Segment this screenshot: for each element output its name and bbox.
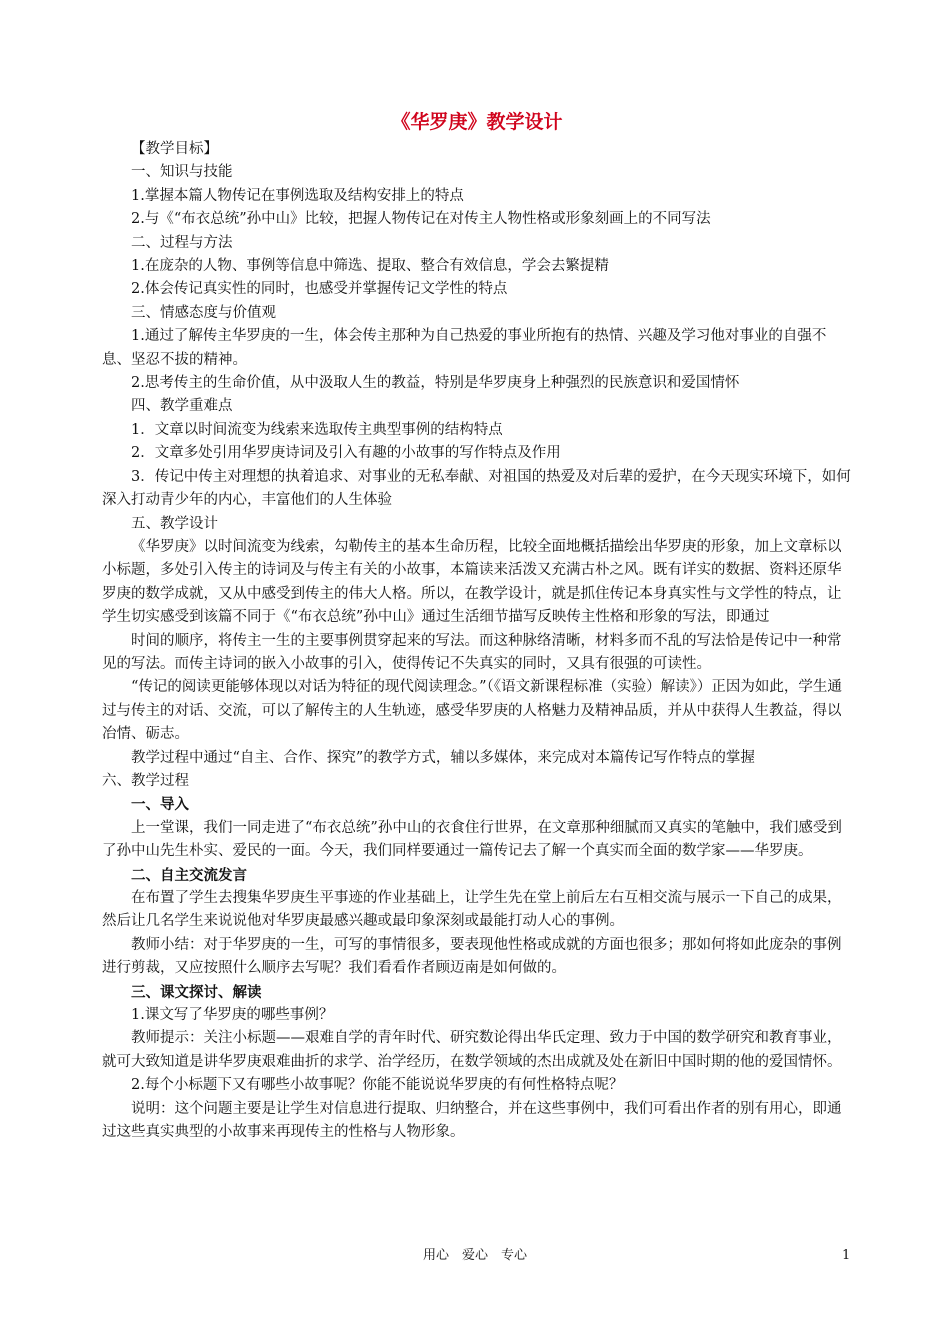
- paragraph: 六、教学过程: [102, 772, 189, 789]
- paragraph: 教师提示：关注小标题——艰难自学的青年时代、研究数论得出华氏定理、致力于中国的数学研究和教育事业，就可大致知道是讲华罗庚艰难曲折的求学、治学经历，在数学领域的杰出成就及处在新旧中国时期的他的爱国情怀。: [102, 1030, 842, 1070]
- paragraph: 2．文章多处引用华罗庚诗词及引入有趣的小故事的写作特点及作用: [131, 445, 561, 462]
- paragraph: 五、教学设计: [131, 515, 218, 532]
- paragraph: 三、情感态度与价值观: [131, 304, 276, 321]
- paragraph: 1.通过了解传主华罗庚的一生，体会传主那种为自己热爱的事业所抱有的热情、兴趣及学习他对事业的自强不息、坚忍不拔的精神。: [102, 328, 827, 368]
- paragraph: 1.掌握本篇人物传记在事例选取及结构安排上的特点: [131, 187, 464, 204]
- document-body: [102, 138, 852, 1144]
- paragraph: 三、课文探讨、解读: [131, 983, 262, 1001]
- paragraph: 1.课文写了华罗庚的哪些事例？: [131, 1007, 334, 1024]
- footer-motto: 用心 爱心 专心: [422, 1248, 527, 1263]
- paragraph: 教学过程中通过“自主、合作、探究”的教学方式，辅以多媒体，来完成对本篇传记写作特点的掌握: [131, 749, 755, 766]
- paragraph: 四、教学重难点: [131, 398, 233, 415]
- paragraph: 二、过程与方法: [131, 234, 233, 251]
- paragraph: 2.与《“布衣总统”孙中山》比较，把握人物传记在对传主人物性格或形象刻画上的不同写法: [131, 211, 711, 228]
- paragraph: 《华罗庚》以时间流变为线索，勾勒传主的基本生命历程，比较全面地概括描绘出华罗庚的形象，加上文章标以小标题，多处引入传主的诗词及与传主有关的小故事，本篇读来活泼又充满古朴之风。既有详实的数据、资料还原华罗庚的数学成就，又从中感受到传主的伟大人格。所以，在教学设计，就是抓住传记本身真实性与文学性的特点，让学生切实感受到该篇不同于《“布衣总统”孙中山》通过生活细节描写反映传主性格和形象的写法，即通过: [102, 538, 842, 626]
- paragraph: 2.体会传记真实性的同时，也感受并掌握传记文学性的特点: [131, 281, 508, 298]
- paragraph: 二、自主交流发言: [131, 866, 247, 884]
- paragraph: 一、导入: [131, 796, 189, 814]
- paragraph: 1．文章以时间流变为线索来选取传主典型事例的结构特点: [131, 421, 503, 438]
- paragraph: 2.思考传主的生命价值，从中汲取人生的教益，特别是华罗庚身上种强烈的民族意识和爱国情怀: [131, 375, 740, 392]
- paragraph: 1.在庞杂的人物、事例等信息中筛选、提取、整合有效信息，学会去繁提精: [131, 258, 609, 275]
- paragraph: 教师小结：对于华罗庚的一生，可写的事情很多，要表现他性格或成就的方面也很多；那如何将如此庞杂的事例进行剪裁，又应按照什么顺序去写呢？我们看看作者顾迈南是如何做的。: [102, 936, 842, 977]
- page-number: 1: [842, 1248, 851, 1263]
- paragraph: “传记的阅读更能够体现以对话为特征的现代阅读理念。”（《语文新课程标准（实验）解读》）正因为如此，学生通过与传主的对话、交流，可以了解传主的人生轨迹，感受华罗庚的人格魅力及精神品质，并从中获得人生教益，得以冶情、砺志。: [102, 679, 842, 743]
- document-page: [102, 108, 852, 1144]
- paragraph: 在布置了学生去搜集华罗庚生平事迹的作业基础上，让学生先在堂上前后左右互相交流与展示一下自己的成果，然后让几名学生来说说他对华罗庚最感兴趣或最印象深刻或最能打动人心的事例。: [102, 890, 842, 930]
- paragraph: 2.每个小标题下又有哪些小故事呢？你能不能说说华罗庚的有何性格特点呢？: [131, 1077, 624, 1094]
- paragraph: 一、知识与技能: [131, 164, 233, 181]
- paragraph: 说明：这个问题主要是让学生对信息进行提取、归纳整合，并在这些事例中，我们可看出作者的别有用心，即通过这些真实典型的小故事来再现传主的性格与人物形象。: [102, 1100, 842, 1141]
- paragraph: 上一堂课，我们一同走进了“布衣总统”孙中山的衣食住行世界，在文章那种细腻而又真实的笔触中，我们感受到了孙中山先生朴实、爱民的一面。今天，我们同样要通过一篇传记去了解一个真实而全面的数学家——华罗庚。: [102, 819, 842, 860]
- paragraph: 【教学目标】: [131, 141, 218, 157]
- document-title: 《华罗庚》教学设计: [391, 111, 563, 133]
- paragraph: 3．传记中传主对理想的执着追求、对事业的无私奉献、对祖国的热爱及对后辈的爱护，在今天现实环境下，如何深入打动青少年的内心，丰富他们的人生体验: [102, 468, 851, 509]
- paragraph: 时间的顺序，将传主一生的主要事例贯穿起来的写法。而这种脉络清晰，材料多而不乱的写法恰是传记中一种常见的写法。而传主诗词的嵌入小故事的引入，使得传记不失真实的同时，又具有很强的可读性。: [102, 632, 842, 672]
